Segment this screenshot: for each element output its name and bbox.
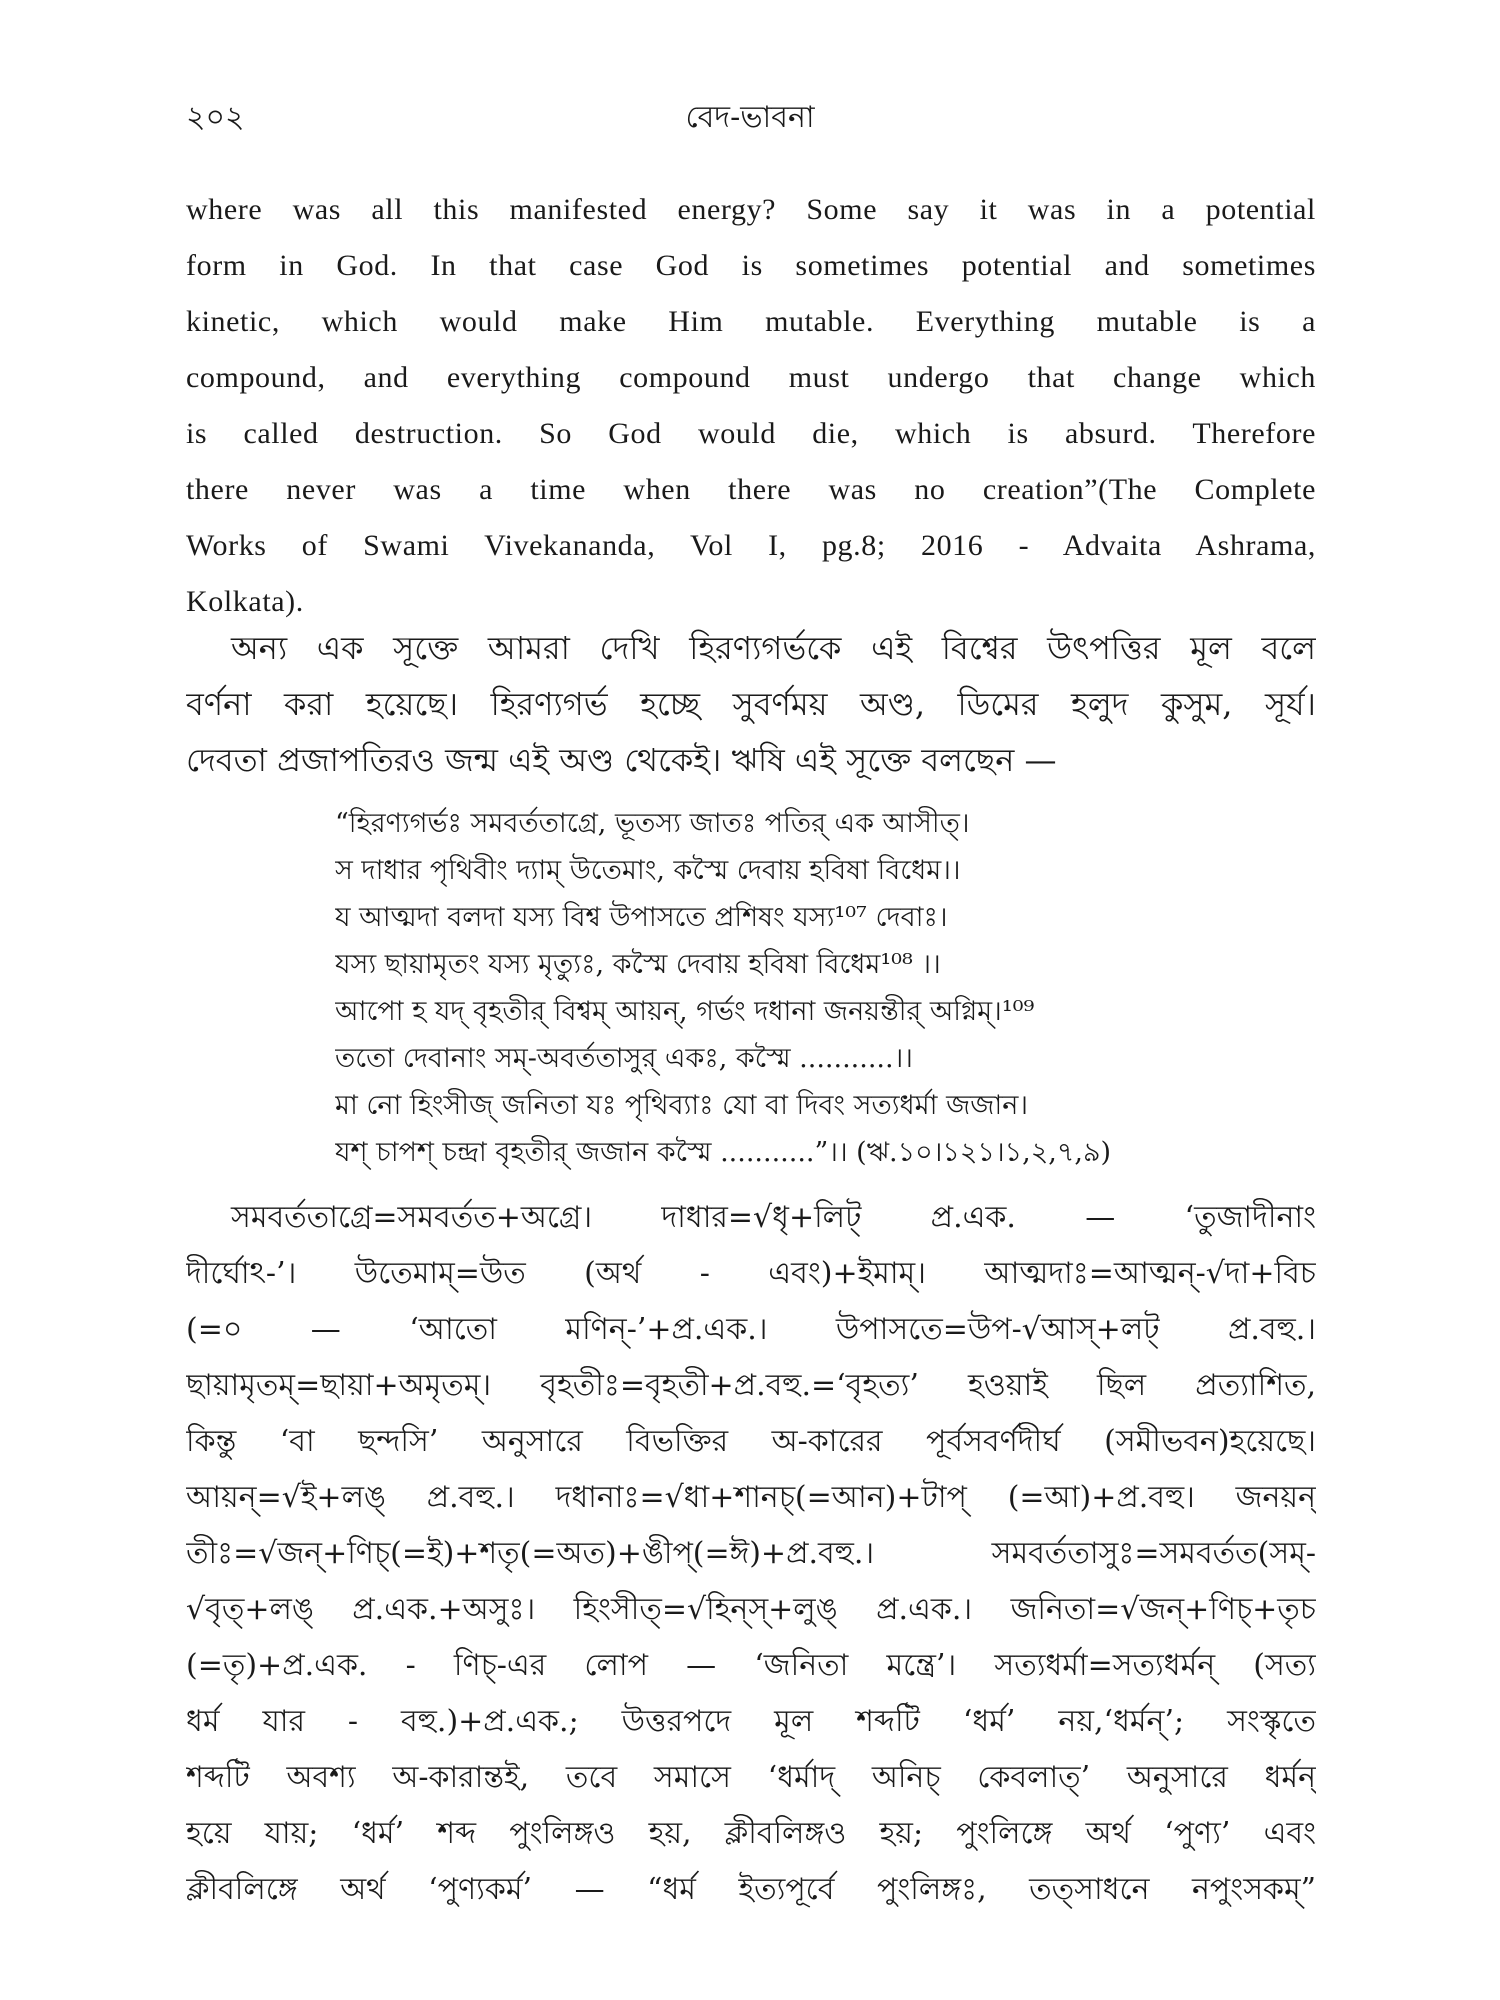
text-line: দীর্ঘোঽ-’। উতেমাম্=উত (অর্থ - এবং)+ইমাম্। আত্মদাঃ=আত্মন্-√দা+বিচ [186, 1256, 1316, 1291]
verse-line: য আত্মদা বলদা যস্য বিশ্ব উপাসতে প্রশিষং যস্য¹⁰⁷ দেবাঃ। [335, 902, 948, 933]
text-line: is called destruction. So God would die, which is absurd. Therefore [186, 417, 1316, 450]
text-line: তীঃ=√জন্+ণিচ্(=ই)+শতৃ(=অত)+ঙীপ্(=ঈ)+প্র.বহু.। সমবর্ততাসুঃ=সমবর্তত(সম্- [186, 1536, 1316, 1571]
verse-line: মা নো হিংসীজ্ জনিতা যঃ পৃথিব্যাঃ যো বা দিবং সত্যধর্মা জজান। [335, 1090, 1028, 1121]
bengali-intro-paragraph [186, 620, 1316, 788]
text-line: হয়ে যায়; ‘ধর্ম’ শব্দ পুংলিঙ্গও হয়, ক্লীবলিঙ্গও হয়; পুংলিঙ্গে অর্থ ‘পুণ্য’ এবং [186, 1816, 1316, 1851]
text-line: (=তৃ)+প্র.এক. - ণিচ্-এর লোপ — ‘জনিতা মন্ত্রে’। সত্যধর্মা=সত্যধর্মন্ (সত্য [186, 1648, 1316, 1683]
verse-line: ততো দেবানাং সম্-অবর্ততাসুর্ একঃ, কস্মৈ ...........।। [335, 1043, 913, 1074]
text-line: √বৃত্+লঙ্ প্র.এক.+অসুঃ। হিংসীত্=√হিন্স্+লুঙ্ প্র.এক.। জনিতা=√জন্+ণিচ্+তৃচ [186, 1592, 1316, 1627]
text-line: কিন্তু ‘বা ছন্দসি’ অনুসারে বিভক্তির অ-কারের পূর্বসবর্ণদীর্ঘ (সমীভবন)হয়েছে। [186, 1424, 1316, 1459]
text-line: Works of Swami Vivekananda, Vol I, pg.8; 2016 - Advaita Ashrama, [186, 529, 1316, 562]
text-line: সমবর্ততাগ্রে=সমবর্তত+অগ্রে। দাধার=√ধৃ+লিট্ প্র.এক. — ‘তুজাদীনাং [231, 1200, 1316, 1235]
text-line: there never was a time when there was no creation”(The Complete [186, 473, 1316, 506]
text-line: ধর্ম যার - বহু.)+প্র.এক.; উত্তরপদে মূল শব্দটি ‘ধর্ম’ নয়,‘ধর্মন্’; সংস্কৃতে [186, 1704, 1316, 1739]
english-quote-paragraph [186, 182, 1316, 630]
text-line: অন্য এক সূক্তে আমরা দেখি হিরণ্যগর্ভকে এই বিশ্বের উৎপত্তির মূল বলে [231, 629, 1316, 667]
verse-line: যশ্ চাপশ্ চন্দ্রা বৃহতীর্ জজান কস্মৈ ...........”।। (ঋ.১০।১২১।১,২,৭,৯) [335, 1137, 1112, 1168]
verse-line: “হিরণ্যগর্ভঃ সমবর্ততাগ্রে, ভূতস্য জাতঃ পতির্ এক আসীত্। [335, 808, 970, 839]
text-line: (=০ — ‘আতো মণিন্-’+প্র.এক.। উপাসতে=উপ-√আস্+লট্ প্র.বহু.। [186, 1312, 1316, 1347]
text-line: Kolkata). [186, 585, 304, 618]
text-line: ক্লীবলিঙ্গে অর্থ ‘পুণ্যকর্ম’ — “ধর্ম ইত্যপূর্বে পুংলিঙ্গঃ, তত্সাধনে নপুংসকম্” [186, 1872, 1316, 1907]
text-line: compound, and everything compound must undergo that change which [186, 361, 1316, 394]
rigveda-verse-block [335, 800, 1285, 1176]
text-line: দেবতা প্রজাপতিরও জন্ম এই অণ্ড থেকেই। ঋষি এই সূক্তে বলছেন — [186, 741, 1057, 779]
text-line: বর্ণনা করা হয়েছে। হিরণ্যগর্ভ হচ্ছে সুবর্ণময় অণ্ড, ডিমের হলুদ কুসুম, সূর্য। [186, 685, 1316, 723]
text-line: where was all this manifested energy? Some say it was in a potential [186, 193, 1316, 226]
running-title: বেদ-ভাবনা [685, 100, 815, 135]
verse-line: স দাধার পৃথিবীং দ্যাম্ উতেমাং, কস্মৈ দেবায় হবিষা বিধেম।। [335, 855, 961, 886]
page-number: ২০২ [186, 100, 245, 135]
text-line: kinetic, which would make Him mutable. Everything mutable is a [186, 305, 1316, 338]
text-line: ছায়ামৃতম্=ছায়া+অমৃতম্। বৃহতীঃ=বৃহতী+প্র.বহু.=‘বৃহত্য’ হওয়াই ছিল প্রত্যাশিত, [186, 1368, 1316, 1403]
text-line: আয়ন্=√ই+লঙ্ প্র.বহু.। দধানাঃ=√ধা+শানচ্(=আন)+টাপ্ (=আ)+প্র.বহু। জনয়ন্ [186, 1480, 1316, 1515]
verse-line: আপো হ যদ্ বৃহতীর্ বিশ্বম্ আয়ন্, গর্ভং দধানা জনয়ন্তীর্ অগ্নিম্।¹⁰⁹ [335, 996, 1035, 1027]
text-line: শব্দটি অবশ্য অ-কারান্তই, তবে সমাসে ‘ধর্মাদ্ অনিচ্ কেবলাত্’ অনুসারে ধর্মন্ [186, 1760, 1316, 1795]
bengali-grammar-paragraph [186, 1190, 1316, 1918]
text-line: form in God. In that case God is sometimes potential and sometimes [186, 249, 1316, 282]
verse-line: যস্য ছায়ামৃতং যস্য মৃত্যুঃ, কস্মৈ দেবায় হবিষা বিধেম¹⁰⁸ ।। [335, 949, 941, 980]
